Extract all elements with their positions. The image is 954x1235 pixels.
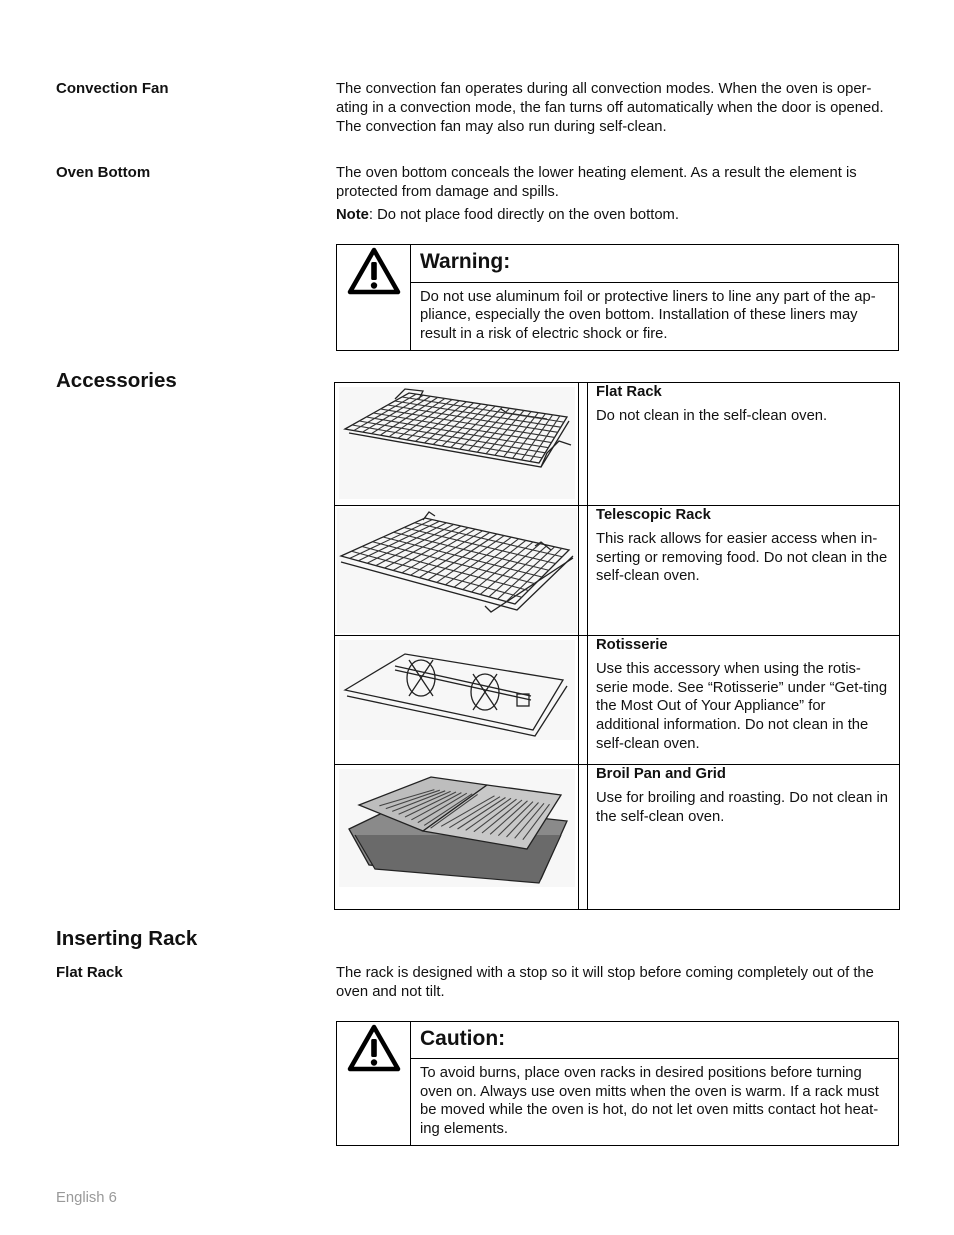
accessory-description: Do not clean in the self-clean oven. bbox=[596, 407, 828, 424]
accessory-name: Broil Pan and Grid bbox=[596, 766, 726, 782]
warning-title: Warning: bbox=[411, 245, 898, 283]
telescopic-rack-illustration bbox=[335, 506, 579, 635]
accessory-description: Use for broiling and roasting. Do not clean in the self-clean oven. bbox=[596, 789, 888, 825]
caution-title: Caution: bbox=[411, 1022, 898, 1059]
rotisserie-text bbox=[588, 636, 899, 764]
flat-rack-illustration bbox=[335, 383, 579, 505]
broil-pan-text bbox=[588, 765, 899, 909]
accessories-heading: Accessories bbox=[56, 369, 177, 392]
oven-bottom-body: The oven bottom conceals the lower heating element. As a result the element is protected from damage and spills. bbox=[336, 165, 857, 200]
caution-box bbox=[336, 1021, 899, 1146]
rotisserie-illustration bbox=[335, 636, 579, 764]
oven-bottom-note bbox=[336, 206, 902, 225]
broil-pan-illustration bbox=[335, 765, 579, 909]
accessory-row-telescopic-rack bbox=[335, 506, 899, 636]
warning-icon-cell bbox=[337, 245, 411, 350]
caution-triangle-icon bbox=[347, 1024, 401, 1072]
flat-rack-text bbox=[588, 383, 899, 505]
accessory-name: Rotisserie bbox=[596, 637, 668, 653]
inserting-rack-heading: Inserting Rack bbox=[56, 927, 198, 950]
telescopic-rack-text bbox=[588, 506, 899, 635]
note-text: : Do not place food directly on the oven bottom. bbox=[368, 207, 679, 223]
accessory-row-flat-rack bbox=[335, 383, 899, 506]
caution-text: To avoid burns, place oven racks in desired positions before turning oven on. Always use oven mitts when the oven is warm. If a rack must be moved while the oven is hot, do not let oven mitts contact hot heat-ing elements. bbox=[420, 1064, 879, 1138]
accessory-row-rotisserie bbox=[335, 636, 899, 765]
flat-rack-subheading: Flat Rack bbox=[56, 964, 123, 981]
accessories-table bbox=[334, 382, 900, 910]
convection-fan-heading: Convection Fan bbox=[56, 80, 169, 97]
warning-triangle-icon bbox=[347, 247, 401, 295]
warning-text: Do not use aluminum foil or protective liners to line any part of the ap-pliance, especially the oven bottom. Installation of these liners may result in a risk of electric shock or fire. bbox=[420, 288, 876, 343]
accessory-row-broil-pan bbox=[335, 765, 899, 909]
accessory-name: Telescopic Rack bbox=[596, 507, 711, 523]
caution-icon-cell bbox=[337, 1022, 411, 1145]
note-label: Note bbox=[336, 207, 369, 223]
page-footer: English 6 bbox=[56, 1190, 117, 1206]
inserting-rack-body: The rack is designed with a stop so it will stop before coming completely out of the oven and not tilt. bbox=[336, 965, 874, 1000]
convection-fan-body: The convection fan operates during all convection modes. When the oven is oper-ating in a convection mode, the fan turns off automatically when the door is opened. The convection fan may also run during self-clean. bbox=[336, 81, 884, 135]
accessory-description: This rack allows for easier access when in-serting or removing food. Do not clean in the self-clean oven. bbox=[596, 530, 888, 585]
warning-box bbox=[336, 244, 899, 351]
accessory-name: Flat Rack bbox=[596, 384, 662, 400]
oven-bottom-heading: Oven Bottom bbox=[56, 164, 151, 181]
accessory-description: Use this accessory when using the rotis-serie mode. See “Rotisserie” under “Get-ting the Most Out of Your Appliance” for additional information. Do not clean in the self-clean oven. bbox=[596, 660, 888, 752]
